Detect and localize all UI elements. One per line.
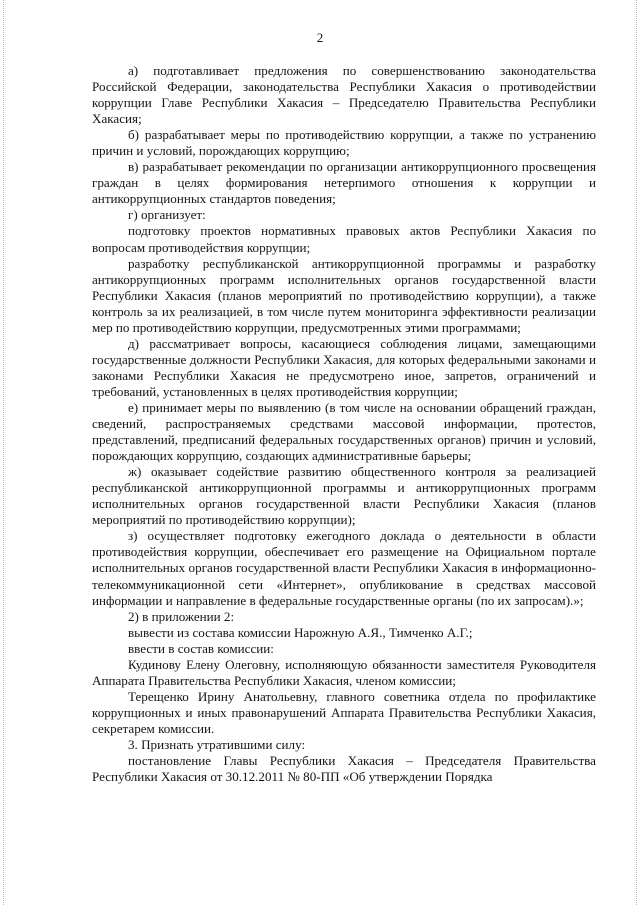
page-number: 2 bbox=[316, 30, 324, 45]
paragraph-z: з) осуществляет подготовку ежегодного доклада о деятельности в области противодействия коррупции, обеспечивает его размещение на Официальном портале исполнительных органов государственной власти Республики Хакасия в информационно-телекоммуникационной сети «Интернет», опубликование в средствах массовой информации и направление в федеральные государственные органы (по их запросам).»; bbox=[92, 528, 596, 608]
paragraph-v: в) разрабатывает рекомендации по организации антикоррупционного просвещения граждан в целях формирования нетерпимого отношения к коррупции и антикоррупционных стандартов поведения; bbox=[92, 159, 596, 207]
paragraph-member-tereshchenko: Терещенко Ирину Анатольевну, главного советника отдела по профилактике коррупционных и иных правонарушений Аппарата Правительства Республики Хакасия, секретарем комиссии. bbox=[92, 688, 596, 736]
paragraph-zh: ж) оказывает содействие развитию общественного контроля за реализацией республиканской антикоррупционной программы и антикоррупционных программ исполнительных органов государственной власти Республики Хакасия (планов мероприятий по противодействию коррупции); bbox=[92, 464, 596, 528]
paragraph-section-3: 3. Признать утратившими силу: bbox=[128, 736, 306, 752]
paragraph-add-members: ввести в состав комиссии: bbox=[128, 640, 274, 656]
document-body bbox=[92, 63, 596, 785]
paragraph-repealed-act: постановление Главы Республики Хакасия – Председателя Правительства Республики Хакасия от 30.12.2011 № 80-ПП «Об утверждении Порядка bbox=[92, 753, 596, 785]
scan-edge-right bbox=[636, 0, 637, 905]
paragraph-g: г) организует: bbox=[128, 207, 206, 223]
paragraph-member-kudinova: Кудинову Елену Олеговну, исполняющую обязанности заместителя Руководителя Аппарата Правительства Республики Хакасия, членом комиссии; bbox=[92, 656, 596, 688]
paragraph-b: б) разрабатывает меры по противодействию коррупции, а также по устранению причин и условий, порождающих коррупцию; bbox=[92, 127, 596, 159]
scan-edge-left bbox=[3, 0, 4, 905]
paragraph-d: д) рассматривает вопросы, касающиеся соблюдения лицами, замещающими государственные должности Республики Хакасия, для которых федеральными законами и законами Республики Хакасия не предусмотрено иное, запретов, ограничений и требований, установленных в целях противодействия коррупции; bbox=[92, 335, 596, 399]
paragraph-remove-members: вывести из состава комиссии Нарожную А.Я., Тимченко А.Г.; bbox=[128, 624, 473, 640]
paragraph-appendix-2: 2) в приложении 2: bbox=[128, 608, 235, 624]
paragraph-e: е) принимает меры по выявлению (в том числе на основании обращений граждан, сведений, распространяемых средствами массовой информации, протестов, представлений, предписаний федеральных государственных органов) причин и условий, порождающих коррупцию, создающих административные барьеры; bbox=[92, 399, 596, 464]
paragraph-g-item-2: разработку республиканской антикоррупционной программы и разработку антикоррупционных программ исполнительных органов государственной власти Республики Хакасия (планов мероприятий по противодействию коррупции), а также контроль за их реализацией, в том числе путем мониторинга эффективности реализации мер по противодействию коррупции, предусмотренных этими программами; bbox=[92, 255, 596, 335]
paragraph-g-item-1: подготовку проектов нормативных правовых актов Республики Хакасия по вопросам противодействия коррупции; bbox=[92, 223, 596, 255]
paragraph-a: а) подготавливает предложения по совершенствованию законодательства Российской Федерации, законодательства Республики Хакасия о противодействии коррупции Главе Республики Хакасия – Председателю Правительства Республики Хакасия; bbox=[92, 63, 596, 127]
